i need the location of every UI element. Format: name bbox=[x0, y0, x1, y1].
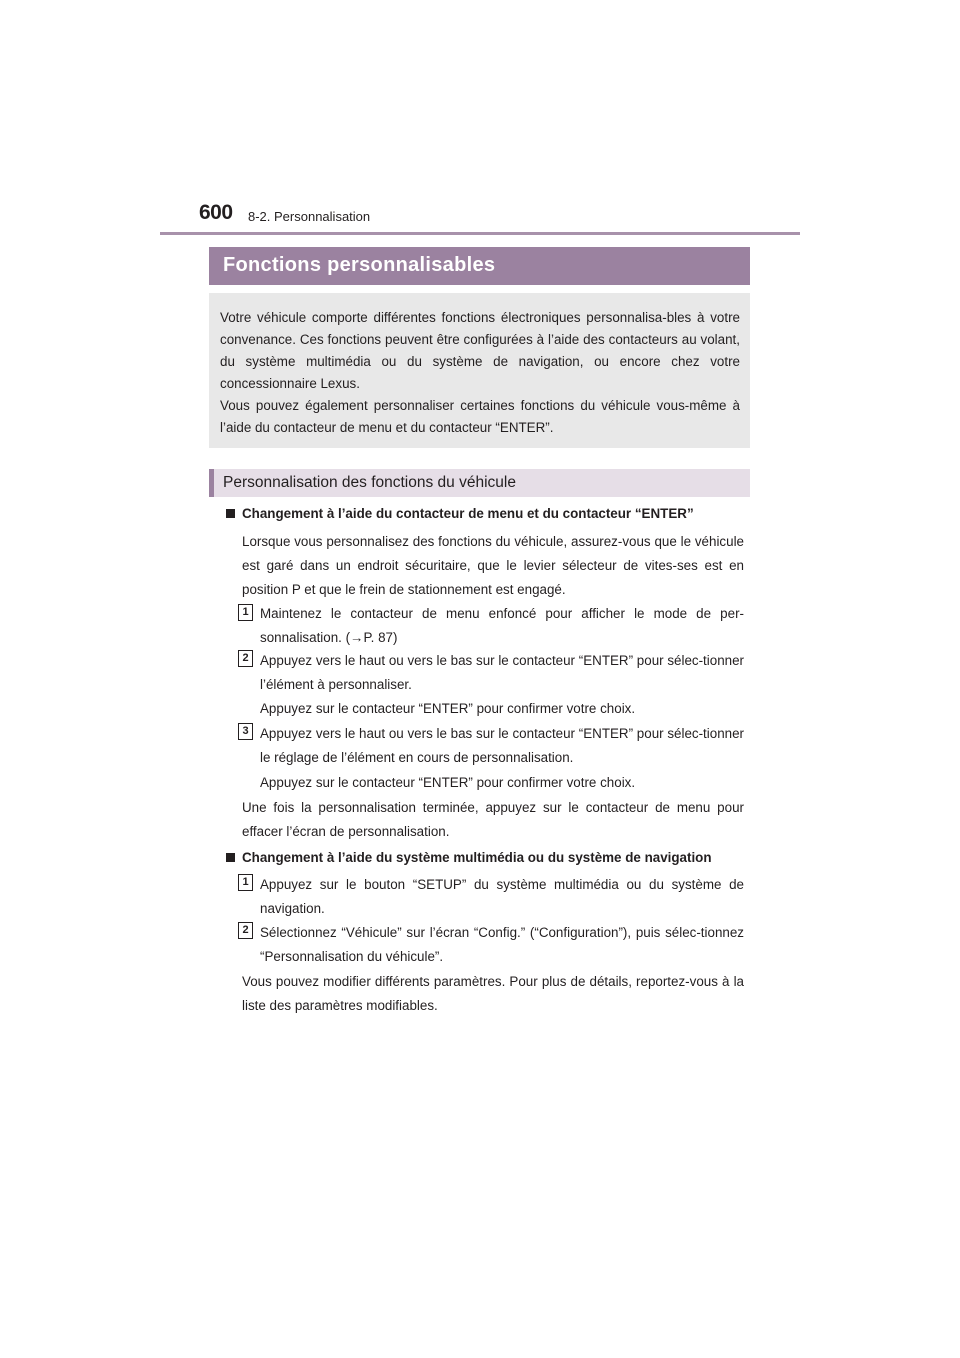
method-1-heading bbox=[226, 506, 694, 521]
method-1-step-2: Appuyez vers le haut ou vers le bas sur le contacteur “ENTER” pour sélec-tionner l’élément à personnaliser. bbox=[260, 653, 744, 692]
method-2-step-2: Sélectionnez “Véhicule” sur l’écran “Config.” (“Configuration”), puis sélec-tionnez “Personnalisation du véhicule”. bbox=[260, 925, 744, 964]
step-number-badge: 3 bbox=[238, 723, 253, 740]
method-1-step-3: Appuyez vers le haut ou vers le bas sur le contacteur “ENTER” pour sélec-tionner le réglage de l’élément en cours de personnalisation. bbox=[260, 726, 744, 765]
method-1-outro: Une fois la personnalisation terminée, appuyez sur le contacteur de menu pour effacer l’écran de personnalisation. bbox=[242, 800, 744, 839]
page-number: 600 bbox=[199, 201, 233, 224]
intro-paragraph-1: Votre véhicule comporte différentes fonctions électroniques personnalisa-bles à votre convenance. Ces fonctions peuvent être configurées à l’aide des contacteurs au volant, du système multimédia ou du système de navigation, ou encore chez votre concessionnaire Lexus. bbox=[220, 310, 740, 391]
method-2-step-1: Appuyez sur le bouton “SETUP” du système multimédia ou du système de navigation. bbox=[260, 877, 744, 916]
subsection-bar bbox=[209, 469, 750, 497]
bullet-square-icon bbox=[226, 853, 235, 862]
intro-box bbox=[209, 293, 750, 448]
title-bar bbox=[209, 247, 750, 285]
step-number-badge: 2 bbox=[238, 922, 253, 939]
header-rule bbox=[160, 232, 800, 235]
method-1-step-2-note: Appuyez sur le contacteur “ENTER” pour confirmer votre choix. bbox=[260, 701, 636, 716]
method-1-step-3-note: Appuyez sur le contacteur “ENTER” pour confirmer votre choix. bbox=[260, 775, 636, 790]
subsection-title: Personnalisation des fonctions du véhicule bbox=[223, 474, 516, 491]
method-1-step-1: Maintenez le contacteur de menu enfoncé pour afficher le mode de per-sonnalisation. (→P. 87) bbox=[260, 606, 744, 645]
method-2-heading-text: Changement à l’aide du système multimédia ou du système de navigation bbox=[242, 850, 712, 865]
step-number-badge: 2 bbox=[238, 650, 253, 667]
bullet-square-icon bbox=[226, 509, 235, 518]
method-2-outro: Vous pouvez modifier différents paramètres. Pour plus de détails, reportez-vous à la liste des paramètres modifiables. bbox=[242, 974, 744, 1013]
subsection-accent bbox=[209, 469, 214, 497]
method-1-heading-text: Changement à l’aide du contacteur de menu et du contacteur “ENTER” bbox=[242, 506, 694, 521]
step-number-badge: 1 bbox=[238, 604, 253, 621]
step-number-badge: 1 bbox=[238, 874, 253, 891]
method-1-intro: Lorsque vous personnalisez des fonctions du véhicule, assurez-vous que le véhicule est garé dans un endroit sécuritaire, que le levier sélecteur de vites-ses est en position P et que le frein de stationnement est engagé. bbox=[242, 534, 744, 597]
intro-paragraph-2: Vous pouvez également personnaliser certaines fonctions du véhicule vous-même à l’aide du contacteur de menu et du contacteur “ENTER”. bbox=[220, 398, 740, 435]
section-reference: 8-2. Personnalisation bbox=[248, 209, 371, 224]
page-title: Fonctions personnalisables bbox=[223, 254, 496, 276]
method-2-heading bbox=[226, 850, 712, 865]
